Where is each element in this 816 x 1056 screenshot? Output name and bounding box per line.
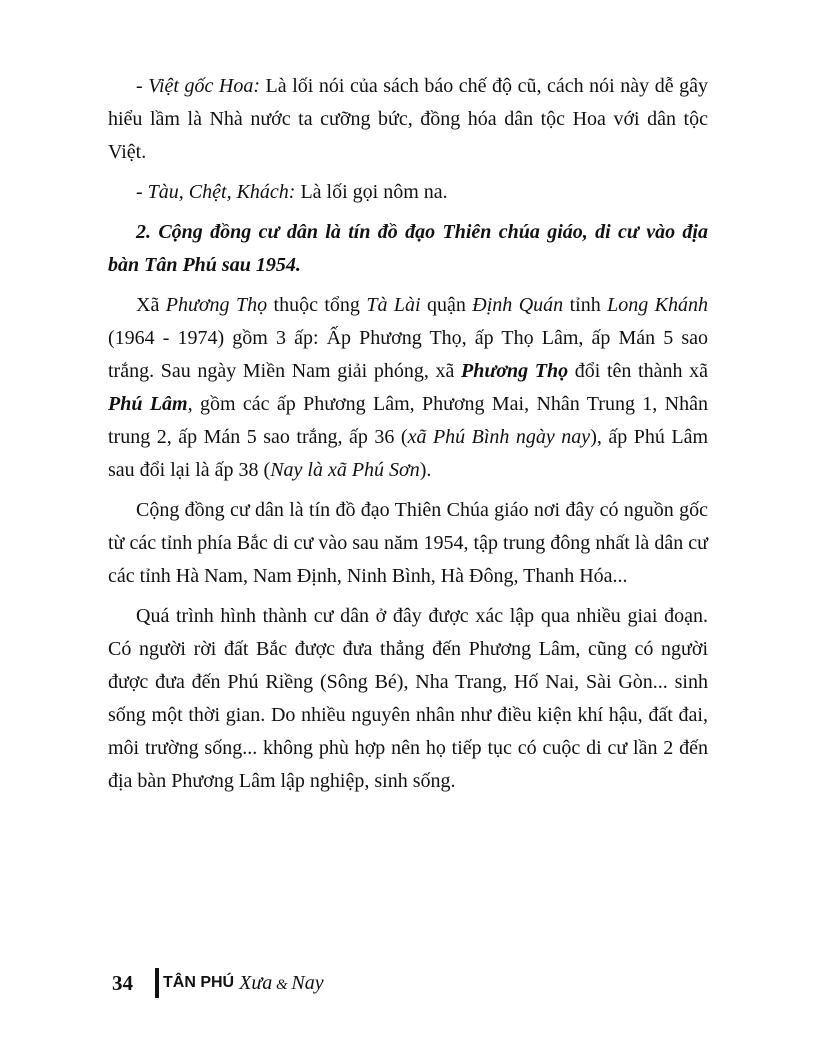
dash: - xyxy=(136,75,149,97)
page-body xyxy=(108,70,708,798)
place-name: Định Quán xyxy=(472,294,564,316)
ampersand: & xyxy=(272,976,292,993)
text-run: Xã xyxy=(136,294,166,316)
place-name: Long Khánh xyxy=(607,294,709,316)
text-run: quận xyxy=(420,294,473,316)
subtitle-word: Nay xyxy=(291,971,324,994)
text-run: tỉnh xyxy=(563,294,608,316)
subtitle-word: Xưa xyxy=(239,971,273,994)
book-subtitle xyxy=(239,972,324,995)
place-name: Tà Lài xyxy=(366,294,421,316)
text-run: ). xyxy=(419,459,432,481)
page-number: 34 xyxy=(112,970,133,995)
divider-bar xyxy=(155,968,159,998)
text-run: đổi tên thành xã xyxy=(568,360,708,382)
paragraph-formation: Quá trình hình thành cư dân ở đây được xác lập qua nhiều giai đoạn. Có người rời đất Bắc được đưa thẳng đến Phương Lâm, cũng có người được đưa đến Phú Riềng (Sông Bé), Nha Trang, Hố Nai, Sài Gòn... sinh sống một thời gian. Do nhiều nguyên nhân như điều kiện khí hậu, đất đai, môi trường sống... không phù hợp nên họ tiếp tục có cuộc di cư lần 2 đến địa bàn Phương Lâm lập nghiệp, sinh sống. xyxy=(108,605,708,792)
section-heading: 2. Cộng đồng cư dân là tín đồ đạo Thiên chúa giáo, di cư vào địa bàn Tân Phú sau 1954. xyxy=(108,221,708,276)
term: Tàu, Chệt, Khách: xyxy=(147,181,296,203)
dash: - xyxy=(136,181,148,203)
paragraph-tau-chet-khach xyxy=(108,176,708,209)
text-run: , gồm các ấp Phương Lâm, Phương Mai, Nhân Trung 1, Nhân trung 2, ấp Mán 5 sao trắng, ấp 36 ( xyxy=(108,393,708,448)
text-run: thuộc tổng xyxy=(267,294,367,316)
note-italic: Nay là xã Phú Sơn xyxy=(270,459,420,481)
page-footer xyxy=(112,967,324,999)
place-name-bold: Phú Lâm xyxy=(108,393,188,415)
note-italic: xã Phú Bình ngày nay xyxy=(407,426,591,448)
text-run: ), ấp Phú Lâm sau đổi lại là ấp 38 ( xyxy=(108,426,709,481)
place-name-bold: Phương Thọ xyxy=(461,360,569,382)
text-run: (1964 - 1974) gồm 3 ấp: Ấp Phương Thọ, ấp Thọ Lâm, ấp Mán 5 sao trắng. Sau ngày Miền Nam giải phóng, xã xyxy=(108,327,708,382)
paragraph-viet-goc-hoa xyxy=(108,70,708,169)
definition-text: Là lối nói của sách báo chế độ cũ, cách nói này dễ gây hiểu lầm là Nhà nước ta cưỡng bức, đồng hóa dân tộc Hoa với dân tộc Việt. xyxy=(108,75,709,163)
book-title: TÂN PHÚ xyxy=(163,974,235,991)
definition-text: Là lối gọi nôm na. xyxy=(295,181,448,203)
paragraph-origin: Cộng đồng cư dân là tín đồ đạo Thiên Chúa giáo nơi đây có nguồn gốc từ các tỉnh phía Bắc di cư vào sau năm 1954, tập trung đông nhất là dân cư các tỉnh Hà Nam, Nam Định, Ninh Bình, Hà Đông, Thanh Hóa... xyxy=(108,499,708,587)
paragraph-phuong-tho xyxy=(108,289,708,487)
place-name: Phương Thọ xyxy=(165,294,268,316)
term: Việt gốc Hoa: xyxy=(148,75,261,97)
